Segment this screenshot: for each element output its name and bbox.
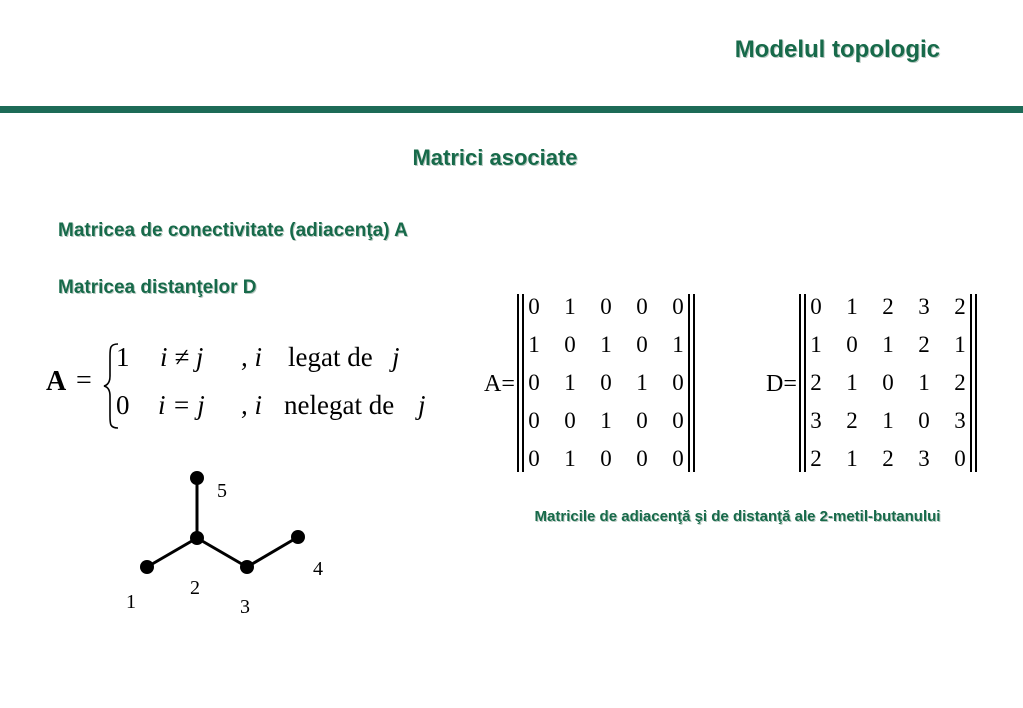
matrix-cell: 0	[672, 408, 684, 433]
matrix-cell: 0	[528, 446, 540, 471]
heading-adjacency-matrix: Matricea de conectivitate (adiacenţa) A	[58, 220, 408, 241]
matrix-cell: 2	[810, 446, 822, 471]
matrix-cell: 2	[810, 370, 822, 395]
graph-label-1: 1	[126, 591, 136, 613]
matrix-cell: 0	[528, 294, 540, 319]
matrix-cell: 3	[918, 446, 930, 471]
graph-node-5	[190, 471, 204, 485]
matrix-cell: 0	[672, 294, 684, 319]
matrix-cell: 0	[636, 332, 648, 357]
graph-node-1	[140, 560, 154, 574]
section-title: Matrici asociate	[412, 145, 578, 170]
graph-label-4: 4	[313, 558, 323, 580]
matrix-cell: 3	[954, 408, 966, 433]
matrix-cell: 1	[672, 332, 684, 357]
matrix-cell: 0	[954, 446, 966, 471]
matrix-cell: 1	[600, 332, 612, 357]
matrix-cell: 1	[564, 370, 576, 395]
matrix-cell: 0	[600, 294, 612, 319]
graph-label-3: 3	[240, 596, 250, 618]
case-1-relation: legat de	[288, 342, 373, 372]
graph-node-2	[190, 531, 204, 545]
matrix-cell: 2	[918, 332, 930, 357]
matrix-a-label: A=	[484, 371, 515, 397]
matrix-cell: 3	[918, 294, 930, 319]
case-2-condition: i = j	[158, 390, 205, 420]
matrix-cell: 0	[528, 408, 540, 433]
matrix-cell: 2	[846, 408, 858, 433]
case-2-value: 0	[116, 390, 130, 420]
distance-matrix	[799, 294, 977, 472]
formula-lhs: A	[46, 366, 67, 397]
matrix-cell: 0	[882, 370, 894, 395]
matrix-cell: 0	[636, 294, 648, 319]
matrix-d-label: D=	[766, 371, 797, 397]
matrix-cell: 2	[882, 294, 894, 319]
matrix-cell: 3	[810, 408, 822, 433]
matrix-cell: 1	[846, 294, 858, 319]
matrix-cell: 1	[600, 408, 612, 433]
molecular-graph	[120, 460, 360, 630]
matrix-cell: 1	[528, 332, 540, 357]
title-divider-bar	[0, 106, 1023, 113]
adjacency-matrix	[517, 294, 695, 472]
matrix-cell: 2	[954, 294, 966, 319]
case-2-var: j	[418, 390, 426, 420]
case-2-relation: nelegat de	[284, 390, 395, 420]
matrix-cell: 1	[882, 408, 894, 433]
matrix-cell: 0	[672, 370, 684, 395]
matrix-cell: 0	[672, 446, 684, 471]
case-1-comma: , i	[241, 342, 263, 372]
bond-1-2	[147, 538, 197, 567]
matrix-cell: 1	[882, 332, 894, 357]
matrix-cell: 0	[810, 294, 822, 319]
case-1-condition: i ≠ j	[160, 342, 204, 372]
bond-3-4	[247, 537, 298, 567]
matrix-cell: 1	[846, 370, 858, 395]
matrix-cell: 1	[954, 332, 966, 357]
matrix-cell: 1	[564, 294, 576, 319]
case-1-value: 1	[116, 342, 130, 372]
heading-distance-matrix: Matricea distanţelor D	[58, 277, 257, 298]
graph-label-5: 5	[217, 480, 227, 502]
matrix-cell: 0	[600, 446, 612, 471]
graph-node-3	[240, 560, 254, 574]
case-2-comma: , i	[241, 390, 263, 420]
matrix-cell: 0	[528, 370, 540, 395]
graph-label-2: 2	[190, 577, 200, 599]
matrix-cell: 0	[636, 446, 648, 471]
matrix-cell: 1	[636, 370, 648, 395]
matrix-cell: 2	[954, 370, 966, 395]
adjacency-definition-formula	[40, 336, 460, 436]
matrix-cell: 0	[636, 408, 648, 433]
matrix-cell: 1	[564, 446, 576, 471]
matrices-caption: Matricile de adiacenţă şi de distanţă ale 2-metil-butanului	[534, 508, 941, 525]
matrix-cell: 0	[918, 408, 930, 433]
slide-title: Modelul topologic	[734, 36, 940, 63]
bond-2-3	[197, 538, 247, 567]
matrix-cell: 0	[564, 408, 576, 433]
matrix-cell: 0	[846, 332, 858, 357]
matrix-cell: 2	[882, 446, 894, 471]
graph-node-4	[291, 530, 305, 544]
matrix-cell: 1	[846, 446, 858, 471]
case-1-var: j	[392, 342, 400, 372]
matrix-cell: 0	[564, 332, 576, 357]
matrix-cell: 1	[918, 370, 930, 395]
matrix-cell: 0	[600, 370, 612, 395]
formula-equals: =	[76, 365, 92, 396]
matrix-cell: 1	[810, 332, 822, 357]
